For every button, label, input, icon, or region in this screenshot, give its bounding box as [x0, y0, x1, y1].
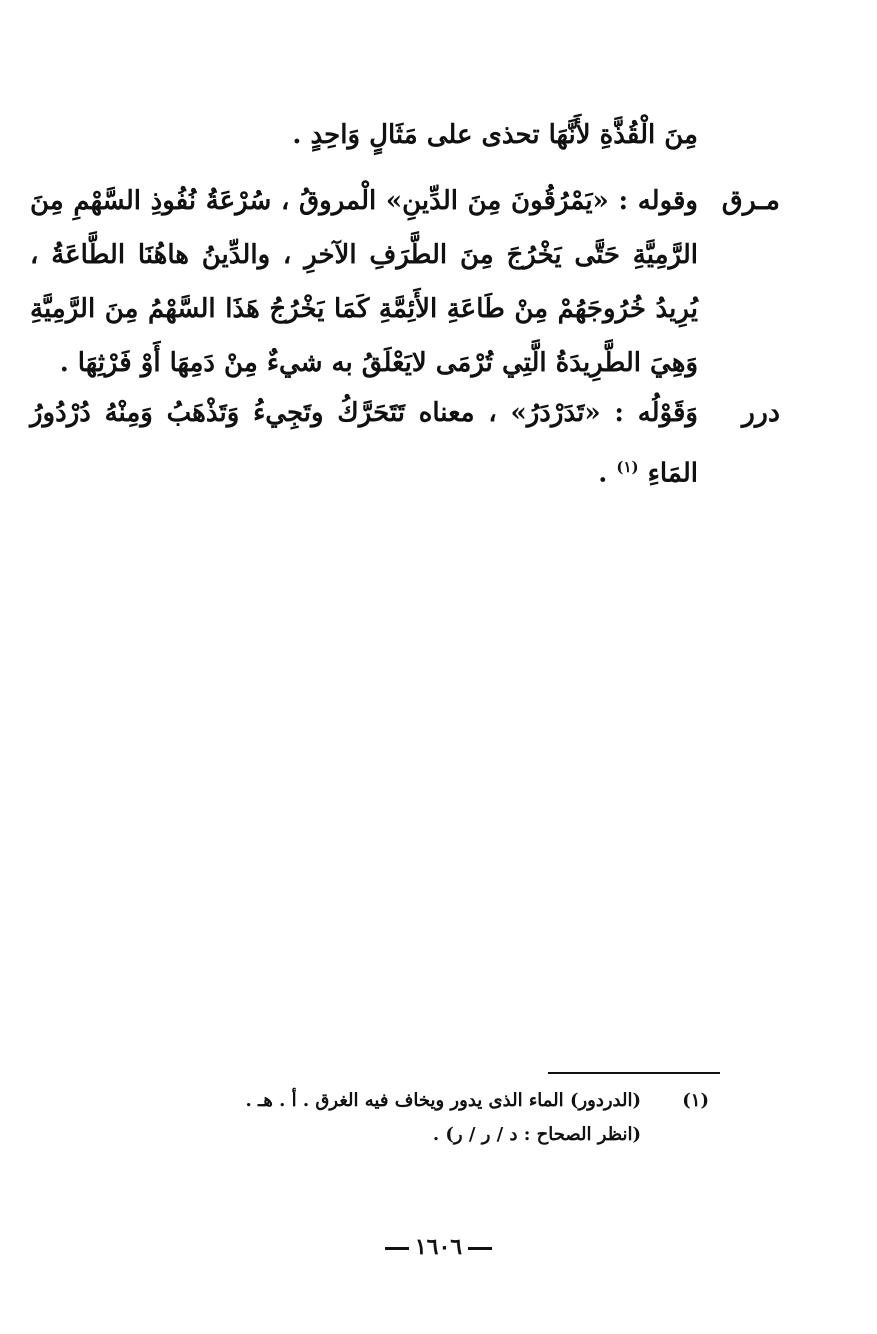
- entry-keyword-drr: درر: [741, 397, 780, 428]
- entry-text-mrq: وقوله : «يَمْرُقُونَ مِنَ الدِّينِ» الْمروقُ ، سُرْعَةُ نُفُوذِ السَّهْمِ مِنَ الرَّمِيَّةِ حَتَّى يَخْرُجَ مِنَ الطَّرَفِ الآخرِ ، والدِّينُ هاهُنَا الطَّاعَةُ ، يُرِيدُ خُرُوجَهُمْ مِنْ طَاعَةِ الأَئِمَّةِ كَمَا يَخْرُجُ هَذَا السَّهْمُ مِنَ الرَّمِيَّةِ وَهِيَ الطَّرِيدَةُ الَّتِي تُرْمَى لايَعْلَقُ به شيءٌ مِنْ دَمِهَا أَوْ فَرْثِهَا .: [30, 186, 698, 378]
- page-number-value: ١٦٠٦: [414, 1234, 463, 1260]
- page-number-dash-right: [468, 1247, 492, 1250]
- footnote-reference: (١): [616, 458, 639, 476]
- footnote-marker: (١): [682, 1090, 709, 1111]
- entry-text-drr-body: وَقَوْلُه : «تَدَرْدَرُ» ، معناه تَتَحَرَّكُ وتَجِيءُ وَتَذْهَبُ وَمِنْهُ دُرْدُورُ المَاءِ: [30, 398, 698, 489]
- page-number: [0, 1230, 877, 1264]
- page-number-dash-left: [385, 1247, 409, 1250]
- footnote-text: (الدردور) الماء الذى يدور ويخاف فيه الغرق . أ . هـ .: [245, 1090, 641, 1111]
- continuation-line: مِنَ الْقُذَّةِ لأَنَّهَا تحذى على مَثَالٍ وَاحِدٍ .: [292, 120, 698, 150]
- footnote-separator: [548, 1072, 720, 1074]
- entry-text-drr-end: .: [598, 458, 608, 489]
- footnote-source: (انظر الصحاح : د / ر / ر) .: [432, 1124, 641, 1145]
- entry-keyword-mrq: مـرق: [721, 185, 780, 216]
- entry-text-drr: [30, 386, 698, 501]
